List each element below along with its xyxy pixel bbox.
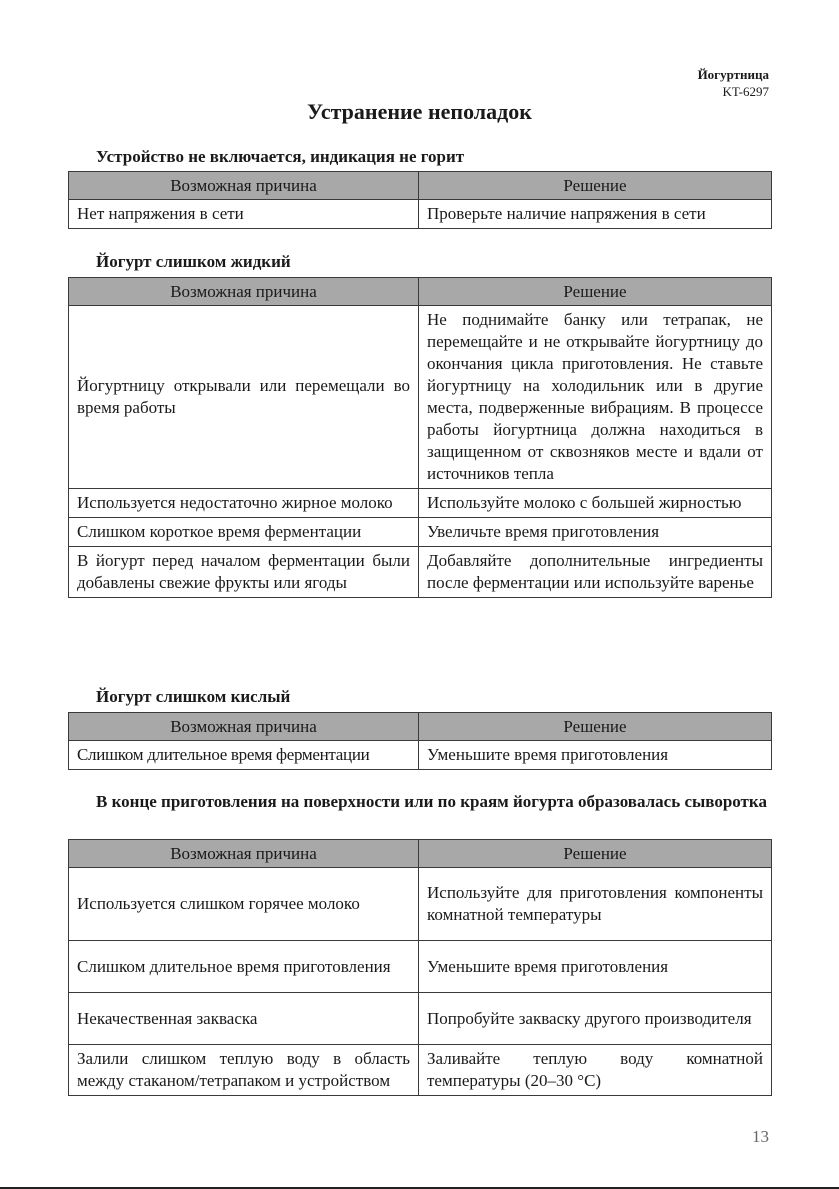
column-header-cause: Возможная причина [69, 278, 419, 306]
section-heading-not-turning-on: Устройство не включается, индикация не горит [96, 147, 465, 166]
solution-cell: Используйте для приготовления компоненты комнатной температуры [419, 868, 772, 941]
column-header-cause: Возможная причина [69, 840, 419, 868]
table-row [69, 306, 772, 489]
troubleshooting-table-not-turning-on [68, 171, 772, 229]
column-header-solution: Решение [419, 840, 772, 868]
cause-cell: Слишком длительное время ферментации [69, 741, 419, 770]
solution-cell: Увеличьте время приготовления [419, 518, 772, 547]
table-row [69, 518, 772, 547]
cause-cell: Слишком длительное время приготовления [69, 941, 419, 993]
cause-cell: Некачественная закваска [69, 993, 419, 1045]
section-heading-too-liquid: Йогурт слишком жидкий [96, 252, 291, 271]
cause-cell: Нет напряжения в сети [69, 200, 419, 229]
solution-cell: Используйте молоко с большей жирностью [419, 489, 772, 518]
column-header-solution: Решение [419, 278, 772, 306]
solution-cell: Проверьте наличие напряжения в сети [419, 200, 772, 229]
table-row [69, 868, 772, 941]
product-name: Йогуртница [697, 67, 769, 82]
page-number: 13 [752, 1127, 769, 1146]
solution-cell: Заливайте теплую воду комнатной температуры (20–30 °C) [419, 1045, 772, 1096]
cause-cell: Залили слишком теплую воду в область между стаканом/тетрапаком и устройством [69, 1045, 419, 1096]
cause-cell: Используется слишком горячее молоко [69, 868, 419, 941]
table-row [69, 741, 772, 770]
table-header-row [69, 172, 772, 200]
section-heading-too-sour: Йогурт слишком кислый [96, 687, 291, 706]
document-header [698, 66, 769, 100]
section-heading-whey-formed: В конце приготовления на поверхности или по краям йогурта образовалась сыворотка [96, 792, 767, 811]
column-header-cause: Возможная причина [69, 713, 419, 741]
troubleshooting-table-too-liquid [68, 277, 772, 598]
column-header-solution: Решение [419, 713, 772, 741]
table-header-row [69, 278, 772, 306]
solution-cell: Добавляйте дополнительные ингредиенты после ферментации или используйте варенье [419, 547, 772, 598]
table-row [69, 489, 772, 518]
table-row [69, 200, 772, 229]
column-header-solution: Решение [419, 172, 772, 200]
cause-cell: Йогуртницу открывали или перемещали во время работы [69, 306, 419, 489]
solution-cell: Не поднимайте банку или тетрапак, не перемещайте и не открывайте йогуртницу до окончания цикла приготовления. Не ставьте йогуртницу на холодильник или в другие места, подверженные вибрациям. В процессе работы йогуртница должна находиться в защищенном от сквозняков месте и вдали от источников тепла [419, 306, 772, 489]
table-row [69, 547, 772, 598]
page-title: Устранение неполадок [307, 99, 532, 124]
solution-cell: Попробуйте закваску другого производителя [419, 993, 772, 1045]
table-header-row [69, 840, 772, 868]
solution-cell: Уменьшите время приготовления [419, 941, 772, 993]
troubleshooting-table-too-sour [68, 712, 772, 770]
table-row [69, 993, 772, 1045]
solution-cell: Уменьшите время приготовления [419, 741, 772, 770]
troubleshooting-table-whey-formed [68, 839, 772, 1096]
table-row [69, 1045, 772, 1096]
cause-cell: В йогурт перед началом ферментации были добавлены свежие фрукты или ягоды [69, 547, 419, 598]
cause-cell: Используется недостаточно жирное молоко [69, 489, 419, 518]
table-row [69, 941, 772, 993]
column-header-cause: Возможная причина [69, 172, 419, 200]
product-model: KT-6297 [722, 84, 769, 99]
table-header-row [69, 713, 772, 741]
cause-cell: Слишком короткое время ферментации [69, 518, 419, 547]
